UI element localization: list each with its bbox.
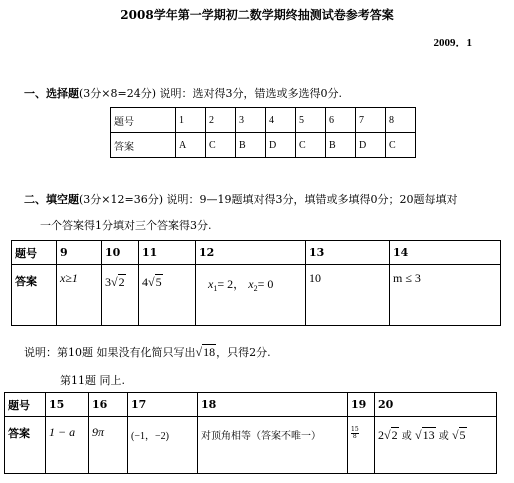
answer-14: m ≤ 3	[390, 265, 501, 326]
answer-19: $\frac{15}{8}$	[348, 417, 375, 474]
sqrt-icon: √	[414, 428, 422, 442]
question-number-label: 题号	[12, 241, 57, 265]
sqrt-icon: √	[195, 345, 203, 359]
choice-answer-table	[110, 107, 416, 158]
question-number: 6	[326, 108, 356, 133]
question-number: 18	[198, 393, 348, 417]
answer-10: 3√2	[102, 265, 139, 326]
question-number: 11	[139, 241, 196, 265]
answer-13: 10	[306, 265, 390, 326]
table-row	[111, 133, 416, 158]
question-number: 19	[348, 393, 375, 417]
table-row	[5, 417, 497, 474]
question-number: 2	[206, 108, 236, 133]
question-number: 17	[128, 393, 198, 417]
note-line1: 说明：第10题 如果没有化简只写出√18，只得2分.	[24, 345, 271, 359]
fill-answer-table-2	[4, 392, 497, 474]
table-row	[12, 265, 501, 326]
question-number: 3	[236, 108, 266, 133]
question-number: 14	[390, 241, 501, 265]
answer-12: $x_1= 2$， $x_2= 0$	[196, 265, 306, 326]
answer-18: 对顶角相等（答案不唯一）	[198, 417, 348, 474]
table-row	[111, 108, 416, 133]
note-line2: 第11题 同上.	[60, 374, 125, 387]
question-number: 9	[57, 241, 102, 265]
answer-label: 答案	[5, 417, 46, 474]
answer-20: 2√2 或 √13 或 √5	[375, 417, 497, 474]
question-number-label: 题号	[111, 108, 176, 133]
section1-instruction: 说明：选对得3分，错选或多选得0分.	[159, 87, 343, 100]
question-number: 10	[102, 241, 139, 265]
answer-cell: C	[206, 133, 236, 158]
question-number: 7	[356, 108, 386, 133]
section2-score: (3分×12=36分)	[79, 193, 164, 206]
sqrt-icon: √	[111, 275, 118, 289]
answer-cell: C	[296, 133, 326, 158]
sqrt-icon: √	[451, 428, 459, 442]
question-number: 12	[196, 241, 306, 265]
answer-label: 答案	[111, 133, 176, 158]
answer-cell: A	[176, 133, 206, 158]
table-row	[5, 393, 497, 417]
fill-answer-table-1	[11, 240, 501, 326]
section1-score: (3分×8=24分)	[79, 87, 157, 100]
answer-cell: D	[356, 133, 386, 158]
section2-instruction: 说明：9—19题填对得3分，填错或多填得0分；20题每填对	[166, 193, 458, 206]
table-row	[12, 241, 501, 265]
answer-cell: C	[386, 133, 416, 158]
answer-cell: B	[326, 133, 356, 158]
question-number: 4	[266, 108, 296, 133]
sqrt-icon: √	[148, 275, 155, 289]
answer-cell: B	[236, 133, 266, 158]
answer-16: 9π	[89, 417, 128, 474]
answer-11: 4√5	[139, 265, 196, 326]
section1-header	[24, 85, 342, 101]
answer-15: 1 − a	[46, 417, 89, 474]
section2-header	[24, 191, 458, 207]
answer-cell: D	[266, 133, 296, 158]
document-title: 2008学年第一学期初二数学期终抽测试卷参考答案	[120, 8, 394, 22]
question-number: 8	[386, 108, 416, 133]
question-number: 20	[375, 393, 497, 417]
question-number-label: 题号	[5, 393, 46, 417]
question-number: 13	[306, 241, 390, 265]
document-date: 2009．1	[433, 37, 472, 49]
section2-heading: 二、填空题	[24, 193, 79, 206]
sqrt-icon: √	[384, 428, 391, 442]
question-number: 1	[176, 108, 206, 133]
question-number: 5	[296, 108, 326, 133]
section1-heading: 一、选择题	[24, 87, 79, 100]
section2-instruction-line2: 一个答案得1分填对三个答案得3分.	[40, 219, 212, 232]
answer-17: (−1，−2)	[128, 417, 198, 474]
question-number: 15	[46, 393, 89, 417]
question-number: 16	[89, 393, 128, 417]
answer-label: 答案	[12, 265, 57, 326]
answer-9: x≥1	[57, 265, 102, 326]
